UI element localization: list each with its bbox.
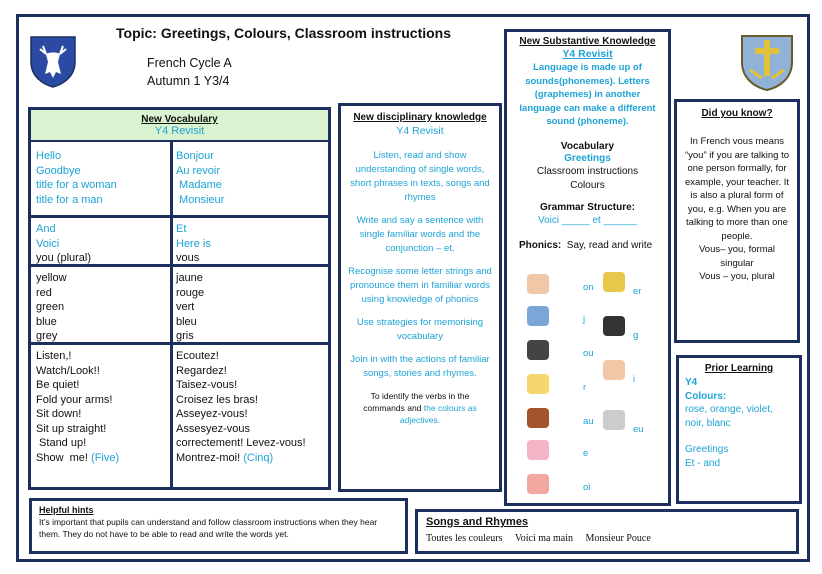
disciplinary-item: Write and say a sentence with single familiar words and the conjunction – et. <box>356 215 484 254</box>
vocabulary-word: Sit down! <box>36 408 82 420</box>
substantive-vocab-item: Greetings <box>564 152 611 164</box>
substantive-language: Language is made up of sounds(phonemes). Letters (graphemes) in another language can make a different sound (phoneme). <box>519 62 656 127</box>
vocabulary-french-column <box>176 349 306 465</box>
vocabulary-word: vous <box>176 252 200 264</box>
phonics-grapheme: ou <box>583 348 594 359</box>
vocabulary-word: Fold your arms! <box>36 393 113 406</box>
term-label: Autumn 1 Y3/4 <box>147 74 230 88</box>
vocabulary-word: Assesyez-vous <box>176 422 250 435</box>
disciplinary-item: Use strategies for memorising vocabulary <box>356 317 484 342</box>
vocabulary-row <box>31 267 328 345</box>
vocabulary-word: Goodbye <box>36 164 81 177</box>
vocabulary-word-extra: (Cinq) <box>243 451 274 464</box>
songs-heading: Songs and Rhymes <box>426 516 529 528</box>
hints-heading: Helpful hints <box>39 505 94 515</box>
vocabulary-panel <box>28 107 331 490</box>
vocabulary-row <box>31 218 328 267</box>
substantive-revisit: Y4 Revisit <box>562 48 613 60</box>
vocabulary-word: Be quiet! <box>36 379 80 391</box>
vocabulary-row <box>31 145 328 218</box>
grammar-text: Voici _____ et ______ <box>538 215 637 226</box>
vocabulary-word: Hello <box>36 150 62 162</box>
vocabulary-english-column <box>36 149 117 207</box>
page-title: Topic: Greetings, Colours, Classroom instructions <box>116 25 452 41</box>
substantive-vocab-item: Classroom instructions <box>536 166 639 177</box>
vocabulary-word-extra: (Five) <box>91 451 120 464</box>
disciplinary-item: Listen, read and show understanding of single words, short phrases in texts, songs and rhymes <box>350 150 490 203</box>
vocabulary-word: Et <box>176 223 187 235</box>
phonics-picture-icon <box>527 474 549 494</box>
phonics-grapheme: e <box>583 448 589 459</box>
phonics-grapheme: g <box>633 330 639 341</box>
vocabulary-word: bleu <box>176 315 197 328</box>
phonics-picture-icon <box>527 374 549 394</box>
vocabulary-word: Au revoir <box>176 164 221 177</box>
vocabulary-word: And <box>36 223 56 235</box>
vocabulary-word: Monsieur <box>176 193 225 206</box>
disciplinary-final <box>341 390 499 426</box>
grammar-heading: Grammar Structure: <box>539 202 636 213</box>
vocabulary-word: Sit up straight! <box>36 422 107 435</box>
prior-learning-panel <box>676 355 802 504</box>
songs-panel <box>415 509 799 554</box>
disciplinary-revisit: Y4 Revisit <box>396 125 444 137</box>
phonics-picture-icon <box>603 316 625 336</box>
phonics-grapheme: au <box>583 416 594 427</box>
vocabulary-word: Bonjour <box>176 150 214 162</box>
vocabulary-english-column <box>36 271 67 344</box>
prior-learning-content <box>679 374 799 470</box>
phonics-grapheme: oi <box>583 482 591 493</box>
vocabulary-word: title for a woman <box>36 179 117 191</box>
cycle-label: French Cycle A <box>147 56 232 70</box>
vocabulary-revisit: Y4 Revisit <box>154 125 205 137</box>
disciplinary-final-text: To identify the verbs in the commands and <box>363 391 470 413</box>
prior-colours-label: Colours: <box>685 390 727 402</box>
vocabulary-word: Show me! (Five) <box>36 451 120 464</box>
vocabulary-word: Montrez-moi! (Cinq) <box>176 451 274 464</box>
vocabulary-word: you (plural) <box>36 252 92 264</box>
disciplinary-list <box>341 143 499 381</box>
phonics-picture-icon <box>527 340 549 360</box>
vocabulary-word: red <box>36 286 52 299</box>
vocabulary-word: Stand up! <box>36 437 87 449</box>
substantive-vocab-heading: Vocabulary <box>560 140 615 152</box>
vocabulary-word: Here is <box>176 237 211 250</box>
phonics-grapheme: r <box>583 382 587 393</box>
songs-list <box>418 528 796 544</box>
vocabulary-french-column <box>176 271 204 344</box>
phonics-picture-icon <box>527 408 549 428</box>
vocabulary-word: Croisez les bras! <box>176 393 258 406</box>
school-crest-deer-logo <box>28 34 78 88</box>
vocabulary-word: Madame <box>176 179 222 191</box>
phonics-subheading: Say, read and write <box>566 240 653 251</box>
phonics-picture-icon <box>603 272 625 292</box>
vocabulary-word: Voici <box>36 237 60 250</box>
did-you-know-body: In French vous means “you” if you are talking to one person formally, for example, your teacher. It is also a plural form of you, e.g. When you are talking to more than one people. <box>684 136 790 242</box>
vocabulary-word: gris <box>176 330 194 342</box>
vocabulary-header <box>31 110 328 142</box>
phonics-grapheme: i <box>633 374 636 385</box>
disciplinary-panel <box>338 103 502 492</box>
hints-body: It’s important that pupils can understand and follow classroom instructions when they hear them. They do not have to be able to read and write the words yet. <box>39 517 378 539</box>
did-you-know-line2: Vous – you, plural <box>699 271 775 282</box>
vocabulary-word: title for a man <box>36 193 103 206</box>
vocabulary-row <box>31 345 328 487</box>
vocabulary-french-column <box>176 222 211 266</box>
song-item: Monsieur Pouce <box>585 533 651 544</box>
substantive-heading: New Substantive Knowledge <box>519 36 656 47</box>
song-item: Toutes les couleurs <box>426 533 503 544</box>
vocabulary-word: grey <box>36 330 58 342</box>
phonics-picture-icon <box>527 274 549 294</box>
disciplinary-final-cyan: the colours as adjectives. <box>399 403 477 425</box>
vocabulary-word: correctement! Levez-vous! <box>176 437 306 449</box>
phonics-grapheme: er <box>633 286 642 297</box>
vocabulary-english-column <box>36 222 91 266</box>
prior-y4: Y4 <box>685 377 698 388</box>
phonics-heading-row <box>507 240 668 251</box>
school-crest-cross-logo <box>738 32 796 92</box>
vocabulary-word: jaune <box>176 272 203 284</box>
phonics-picture-icon <box>603 360 625 380</box>
vocabulary-word: Ecoutez! <box>176 350 219 362</box>
vocabulary-word: blue <box>36 315 57 328</box>
phonics-picture-icon <box>527 440 549 460</box>
phonics-picture-icon <box>603 410 625 430</box>
vocabulary-word: Listen,! <box>36 350 72 362</box>
phonics-picture-icon <box>527 306 549 326</box>
vocabulary-word: Asseyez-vous! <box>176 408 248 420</box>
song-item: Voici ma main <box>514 533 573 544</box>
disciplinary-item: Join in with the actions of familiar songs, stories and rhymes. <box>350 354 490 379</box>
did-you-know-heading: Did you know? <box>701 108 773 119</box>
phonics-grapheme: eu <box>633 424 644 435</box>
phonics-heading: Phonics: <box>519 240 562 251</box>
vocabulary-word: Taisez-vous! <box>176 379 238 391</box>
prior-colours: rose, orange, violet, noir, blanc <box>685 404 773 429</box>
phonics-grapheme: on <box>583 282 594 293</box>
disciplinary-heading: New disciplinary knowledge <box>353 112 487 123</box>
vocabulary-heading: New Vocabulary <box>141 114 218 125</box>
substantive-panel <box>504 29 671 506</box>
vocabulary-french-column <box>176 149 224 207</box>
vocabulary-word: rouge <box>176 286 205 299</box>
prior-greetings: Greetings <box>685 444 729 455</box>
phonics-grid <box>507 268 668 498</box>
vocabulary-word: vert <box>176 301 195 313</box>
substantive-vocab-item: Colours <box>570 179 605 191</box>
did-you-know-line1: Vous– you, formal singular <box>698 244 776 269</box>
disciplinary-item: Recognise some letter strings and pronounce them in familiar words using knowledge of phonics <box>348 266 492 305</box>
prior-et: Et - and <box>685 457 721 469</box>
prior-learning-heading: Prior Learning <box>704 363 774 374</box>
substantive-vocab-list <box>507 152 668 193</box>
vocabulary-word: Watch/Look!! <box>36 364 100 377</box>
vocabulary-english-column <box>36 349 119 465</box>
phonics-grapheme: j <box>583 314 586 325</box>
vocabulary-word: Regardez! <box>176 364 227 377</box>
vocabulary-word: yellow <box>36 272 67 284</box>
did-you-know-panel <box>674 99 800 343</box>
helpful-hints-panel <box>29 498 408 554</box>
vocabulary-word: green <box>36 301 65 313</box>
